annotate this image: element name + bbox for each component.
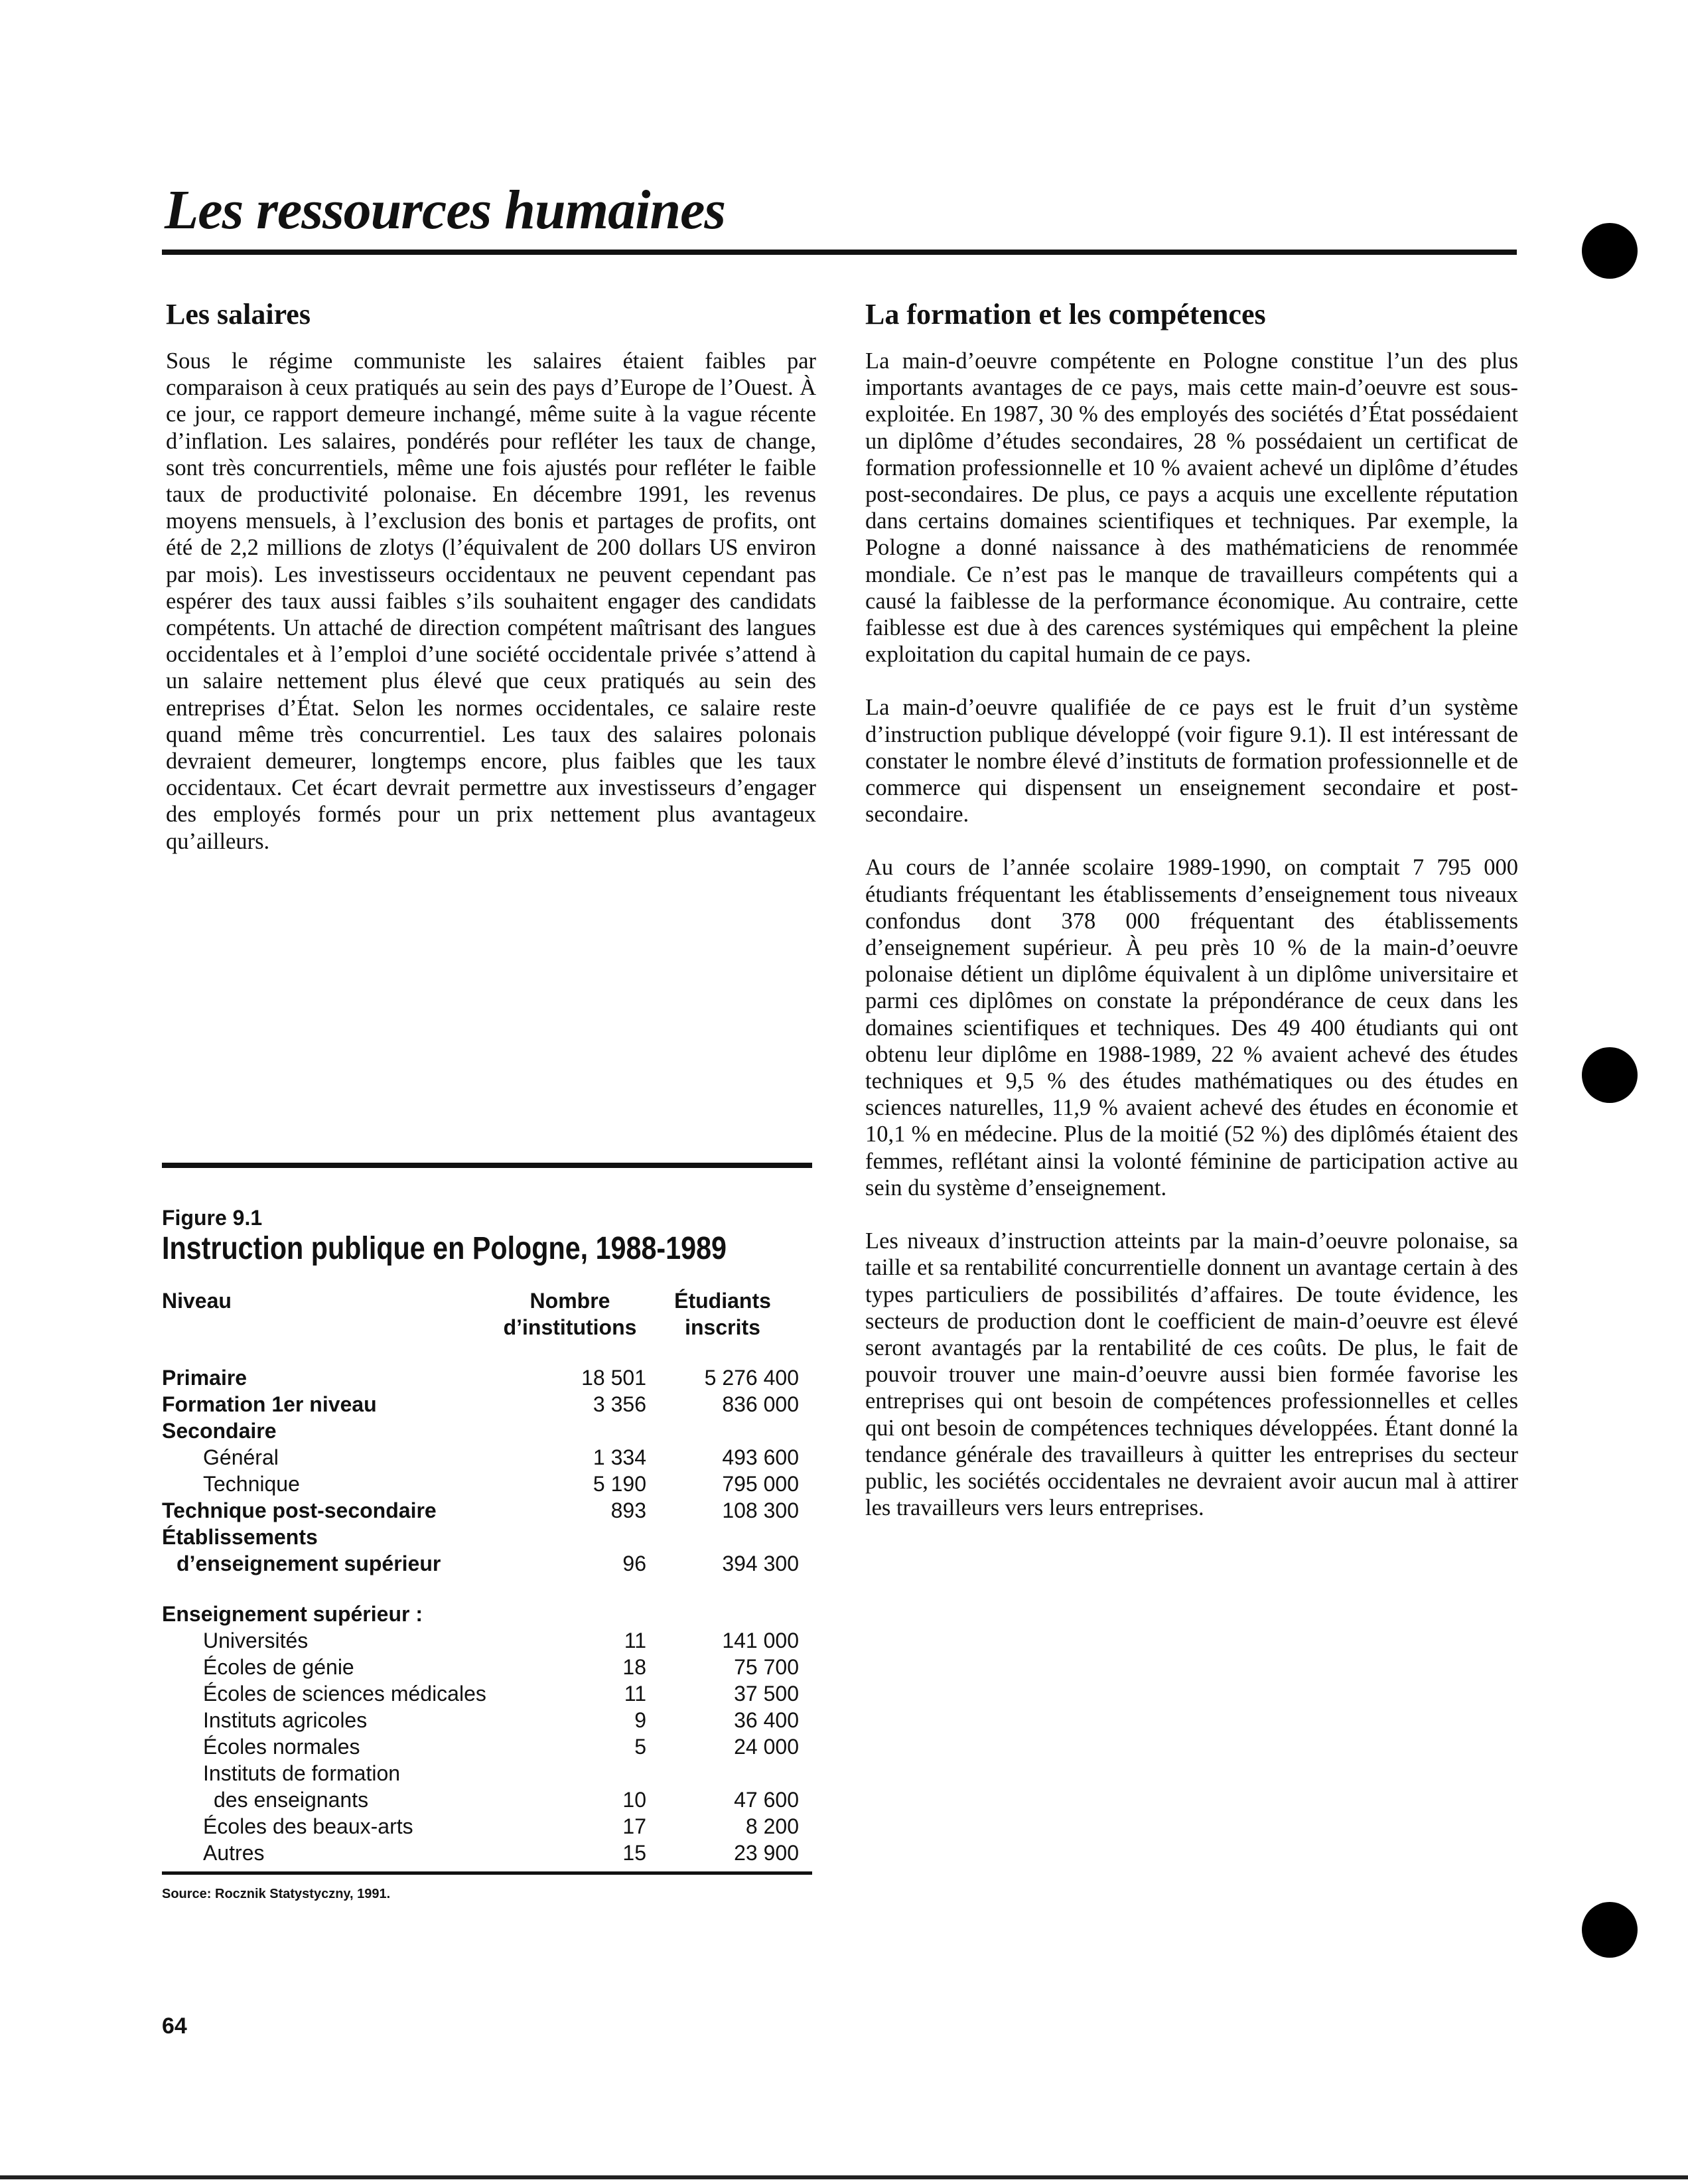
row-label: Enseignement supérieur : (162, 1602, 423, 1626)
cell-institutions: 1 334 (593, 1445, 646, 1469)
cell-institutions: 3 356 (593, 1392, 646, 1416)
table-row (162, 1680, 812, 1707)
cell-institutions: 5 190 (593, 1472, 646, 1496)
row-label: Écoles de sciences médicales (203, 1682, 486, 1706)
left-column (166, 297, 816, 881)
title-rule (162, 250, 1517, 255)
cell-students: 36 400 (734, 1708, 799, 1732)
cell-students: 24 000 (734, 1735, 799, 1759)
figure-source: Source: Rocznik Statystyczny, 1991. (162, 1887, 391, 1901)
paragraph: La main-d’oeuvre compétente en Pologne constitue l’un des plus importants avantages de ce pays, mais cette main-d’oeuvre est sous-exploitée. En 1987, 30 % des employés des sociétés d’État possédaient un diplôme d’études secondaires, 28 % possédaient un certificat de formation professionnelle et 10 % avaient achevé un diplôme d’études post-secondaires. De plus, ce pays a acquis une excellente réputation dans certains domaines scientifiques et techniques. Par exemple, la Pologne a donné naissance à des mathématiciens de renommée mondiale. Ce n’est pas le manque de travailleurs compétents qui a causé la faiblesse de la performance économique. Au contraire, cette faiblesse est due à des carences systémiques qui empêchent la pleine exploitation du capital humain de ce pays. (865, 348, 1518, 668)
row-label: Écoles normales (203, 1735, 360, 1759)
table-row (162, 1550, 812, 1577)
table-row (162, 1418, 812, 1444)
cell-students: 141 000 (722, 1629, 799, 1652)
punch-hole (1582, 223, 1638, 279)
cell-students: 836 000 (722, 1392, 799, 1416)
table-row (162, 1707, 812, 1733)
row-label: Secondaire (162, 1419, 277, 1443)
paragraph: Au cours de l’année scolaire 1989-1990, on comptait 7 795 000 étudiants fréquentant les établissements d’enseignement tous niveaux confondus dont 378 000 fréquentant des établissements d’enseignement supérieur. À peu près 10 % de la main-d’oeuvre polonaise détient un diplôme équivalent à un diplôme universitaire et parmi ces diplômes on constate la prépondérance de ceux dans les domaines scientifiques et techniques. Des 49 400 étudiants qui ont obtenu leur diplôme en 1988-1989, 22 % avaient achevé des études techniques et 9,5 % des études mathématiques ou des études en sciences naturelles, 11,9 % avaient achevé des études en économie et 10,1 % en médecine. Plus de la moitié (52 %) des diplômés étaient des femmes, reflétant ainsi la volonté féminine de participation active au sein du système d’enseignement. (865, 855, 1518, 1201)
row-label: Écoles des beaux-arts (203, 1814, 413, 1838)
row-label: Écoles de génie (203, 1655, 354, 1679)
table-row (162, 1364, 812, 1391)
cell-institutions: 893 (610, 1498, 646, 1522)
cell-students: 5 276 400 (704, 1366, 799, 1390)
paragraph: Sous le régime communiste les salaires étaient faibles par comparaison à ceux pratiqués au sein des pays d’Europe de l’Ouest. À ce jour, ce rapport demeure inchangé, même suite à la vague récente d’inflation. Les salaires, pondérés pour refléter les taux de change, sont très concurrentiels, même une fois ajustés pour refléter le faible taux de productivité polonaise. En décembre 1991, les revenus moyens mensuels, à l’exclusion des bonis et partages de profits, ont été de 2,2 millions de zlotys (l’équivalent de 200 dollars US environ par mois). Les investisseurs occidentaux ne peuvent cependant pas espérer des taux aussi faibles s’ils souhaitent engager des candidats compétents. Un attaché de direction compétent maîtrisant des langues occidentales et à l’emploi d’une société occidentale privée s’attend à un salaire nettement plus élevé que ceux pratiqués au sein des entreprises d’État. Selon les normes occidentales, ce salaire reste quand même très concurrentiel. Les taux des salaires polonais devraient demeurer, longtemps encore, plus faibles que les taux occidentaux. Cet écart devrait permettre aux investisseurs d’engager des employés formés pour un prix nettement plus avantageux qu’ailleurs. (166, 348, 816, 854)
column-header: Niveau (162, 1289, 232, 1313)
column-header: Nombre d’institutions (503, 1289, 637, 1339)
table-row (162, 1786, 812, 1813)
cell-students: 75 700 (734, 1655, 799, 1679)
table-row (162, 1524, 812, 1550)
paragraph: La main-d’oeuvre qualifiée de ce pays est le fruit d’un système d’instruction publique développé (voir figure 9.1). Il est intéressant de constater le nombre élevé d’instituts de formation professionnelle et de commerce qui dispensent un enseignement secondaire et post-secondaire. (865, 695, 1518, 828)
table-header (162, 1287, 812, 1341)
table-row (162, 1444, 812, 1471)
row-label: Primaire (162, 1366, 247, 1390)
section-heading-salaires: Les salaires (166, 298, 311, 330)
cell-students: 795 000 (722, 1472, 799, 1496)
right-column (865, 297, 1518, 1548)
row-label: Technique post-secondaire (162, 1498, 437, 1522)
figure-label: Figure 9.1 (162, 1206, 263, 1230)
table-row (162, 1733, 812, 1760)
page-title: Les ressources humaines (165, 179, 726, 241)
cell-students: 8 200 (745, 1814, 799, 1838)
cell-students: 47 600 (734, 1788, 799, 1812)
figure-title: Instruction publique en Pologne, 1988-1989 (162, 1231, 727, 1266)
row-label: Instituts agricoles (203, 1708, 368, 1732)
cell-students: 493 600 (722, 1445, 799, 1469)
cell-students: 394 300 (722, 1552, 799, 1575)
figure-top-rule (162, 1163, 812, 1168)
row-label: Autres (203, 1841, 265, 1865)
cell-institutions: 10 (622, 1788, 646, 1812)
table-row (162, 1471, 812, 1497)
table-row (162, 1654, 812, 1680)
cell-institutions: 5 (634, 1735, 646, 1759)
column-header: Étudiants inscrits (674, 1289, 771, 1339)
cell-institutions: 18 (622, 1655, 646, 1679)
cell-institutions: 9 (634, 1708, 646, 1732)
row-label: Général (203, 1445, 279, 1469)
table-row (162, 1760, 812, 1786)
page-edge-rule (0, 2175, 1688, 2179)
cell-institutions: 11 (624, 1629, 646, 1652)
cell-institutions: 11 (624, 1682, 646, 1706)
row-label: Établissements (162, 1525, 318, 1549)
table-row (162, 1627, 812, 1654)
row-label: Universités (203, 1629, 309, 1652)
row-label: des enseignants (214, 1788, 369, 1812)
table-row (162, 1391, 812, 1418)
punch-hole (1582, 1047, 1638, 1103)
table-row (162, 1840, 812, 1866)
figure-table (162, 1163, 812, 1902)
page-number: 64 (162, 2013, 187, 2039)
table-row (162, 1813, 812, 1840)
cell-institutions: 17 (622, 1814, 646, 1838)
cell-students: 37 500 (734, 1682, 799, 1706)
cell-institutions: 18 501 (581, 1366, 646, 1390)
paragraph: Les niveaux d’instruction atteints par la main-d’oeuvre polonaise, sa taille et sa rentabilité concurrentielle donnent un avantage certain à des types particuliers de possibilités d’affaires. De toute évidence, les secteurs de production dont le coefficient de main-d’oeuvre est élevé seront avantagés par la rentabilité de ces coûts. De plus, le fait de pouvoir trouver une main-d’oeuvre aussi bien formée favorise les entreprises qui ont besoin de compétences professionnelles et celles qui ont besoin de compétences techniques développées. Étant donné la tendance générale des travailleurs à quitter les entreprises du secteur public, les sociétés occidentales ne devraient avoir aucun mal à attirer les travailleurs vers leurs entreprises. (865, 1228, 1518, 1521)
table-row (162, 1601, 812, 1627)
table-row (162, 1497, 812, 1524)
row-label: d’enseignement supérieur (176, 1552, 441, 1575)
punch-hole (1582, 1902, 1638, 1958)
section-heading-formation: La formation et les compétences (865, 298, 1266, 330)
row-label: Formation 1er niveau (162, 1392, 377, 1416)
row-label: Technique (203, 1472, 300, 1496)
row-label: Instituts de formation (203, 1761, 401, 1785)
cell-institutions: 96 (622, 1552, 646, 1575)
cell-students: 108 300 (722, 1498, 799, 1522)
figure-bottom-rule (162, 1871, 812, 1875)
cell-institutions: 15 (622, 1841, 646, 1865)
cell-students: 23 900 (734, 1841, 799, 1865)
